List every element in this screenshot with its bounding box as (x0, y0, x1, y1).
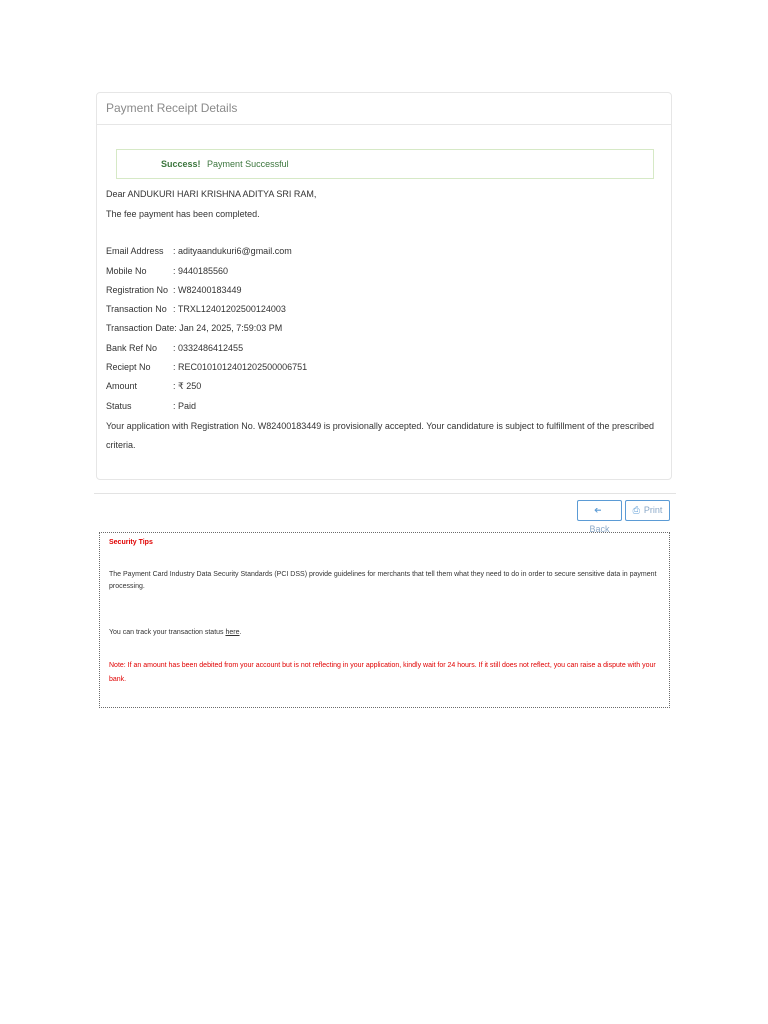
detail-row-amount (106, 381, 201, 392)
application-note-line-1: Your application with Registration No. W82400183449 is provisionally accepted. Your candidature is subject to fulfillment of the prescribed (106, 421, 654, 431)
detail-label: Registration No (106, 285, 169, 295)
alert-strong: Success! (161, 159, 201, 169)
detail-value: : adityaandukuri6@gmail.com (173, 246, 292, 256)
back-button[interactable] (577, 500, 622, 534)
detail-row-registration (106, 285, 242, 295)
print-button[interactable] (625, 500, 670, 521)
completed-text: The fee payment has been completed. (106, 209, 260, 219)
detail-value: : W82400183449 (173, 285, 242, 295)
debit-note-text: Note: If an amount has been debited from your account but is not reflecting in your application, kindly wait for 24 hours. If it still does not reflect, you can raise a dispute with your bank. (109, 662, 656, 683)
detail-label: Mobile No (106, 266, 147, 276)
print-button-label: Print (643, 505, 663, 515)
greeting-text: Dear ANDUKURI HARI KRISHNA ADITYA SRI RAM, (106, 189, 317, 199)
detail-label: Transaction No (106, 304, 167, 314)
track-status-text (109, 629, 241, 636)
printer-icon: ⎙ (632, 505, 640, 515)
detail-value: : Jan 24, 2025, 7:59:03 PM (174, 323, 283, 333)
payment-receipt-panel (96, 92, 672, 480)
detail-row-receipt (106, 362, 307, 372)
detail-value: : 9440185560 (173, 266, 229, 276)
back-button-label: Back (589, 524, 610, 534)
pci-dss-text: The Payment Card Industry Data Security Standards (PCI DSS) provide guidelines for merchants that tell them what they need to do in order to secure sensitive data in payment processing. (109, 571, 657, 590)
alert-message: Payment Successful (207, 159, 289, 169)
detail-label: Reciept No (106, 362, 151, 372)
detail-label: Bank Ref No (106, 343, 158, 353)
detail-row-transaction-date (106, 323, 282, 333)
detail-label: Transaction Date (106, 323, 175, 333)
success-alert (116, 149, 654, 179)
detail-row-email (106, 246, 292, 256)
detail-label: Amount (106, 381, 138, 391)
detail-value: : REC0101012401202500006751 (173, 362, 308, 372)
application-note-line-2: criteria. (106, 440, 136, 450)
detail-row-mobile (106, 266, 228, 276)
arrow-left-icon: ➔ (593, 505, 602, 515)
detail-value: : Paid (173, 401, 197, 411)
security-tips-box (99, 532, 670, 708)
divider (94, 493, 676, 494)
detail-label: Status (106, 401, 132, 411)
detail-value: : TRXL12401202500124003 (173, 304, 286, 314)
track-status-prefix: You can track your transaction status (109, 629, 226, 636)
detail-row-transaction-no (106, 304, 286, 314)
detail-row-status (106, 401, 196, 411)
panel-title: Payment Receipt Details (97, 93, 671, 125)
detail-value: : 0332486412455 (173, 343, 244, 353)
detail-label: Email Address (106, 246, 164, 256)
track-status-suffix: . (239, 629, 242, 636)
track-status-link[interactable]: here (225, 629, 240, 636)
detail-row-bank-ref (106, 343, 243, 353)
detail-value: : ₹ 250 (173, 381, 202, 391)
security-tips-title: Security Tips (109, 539, 153, 546)
